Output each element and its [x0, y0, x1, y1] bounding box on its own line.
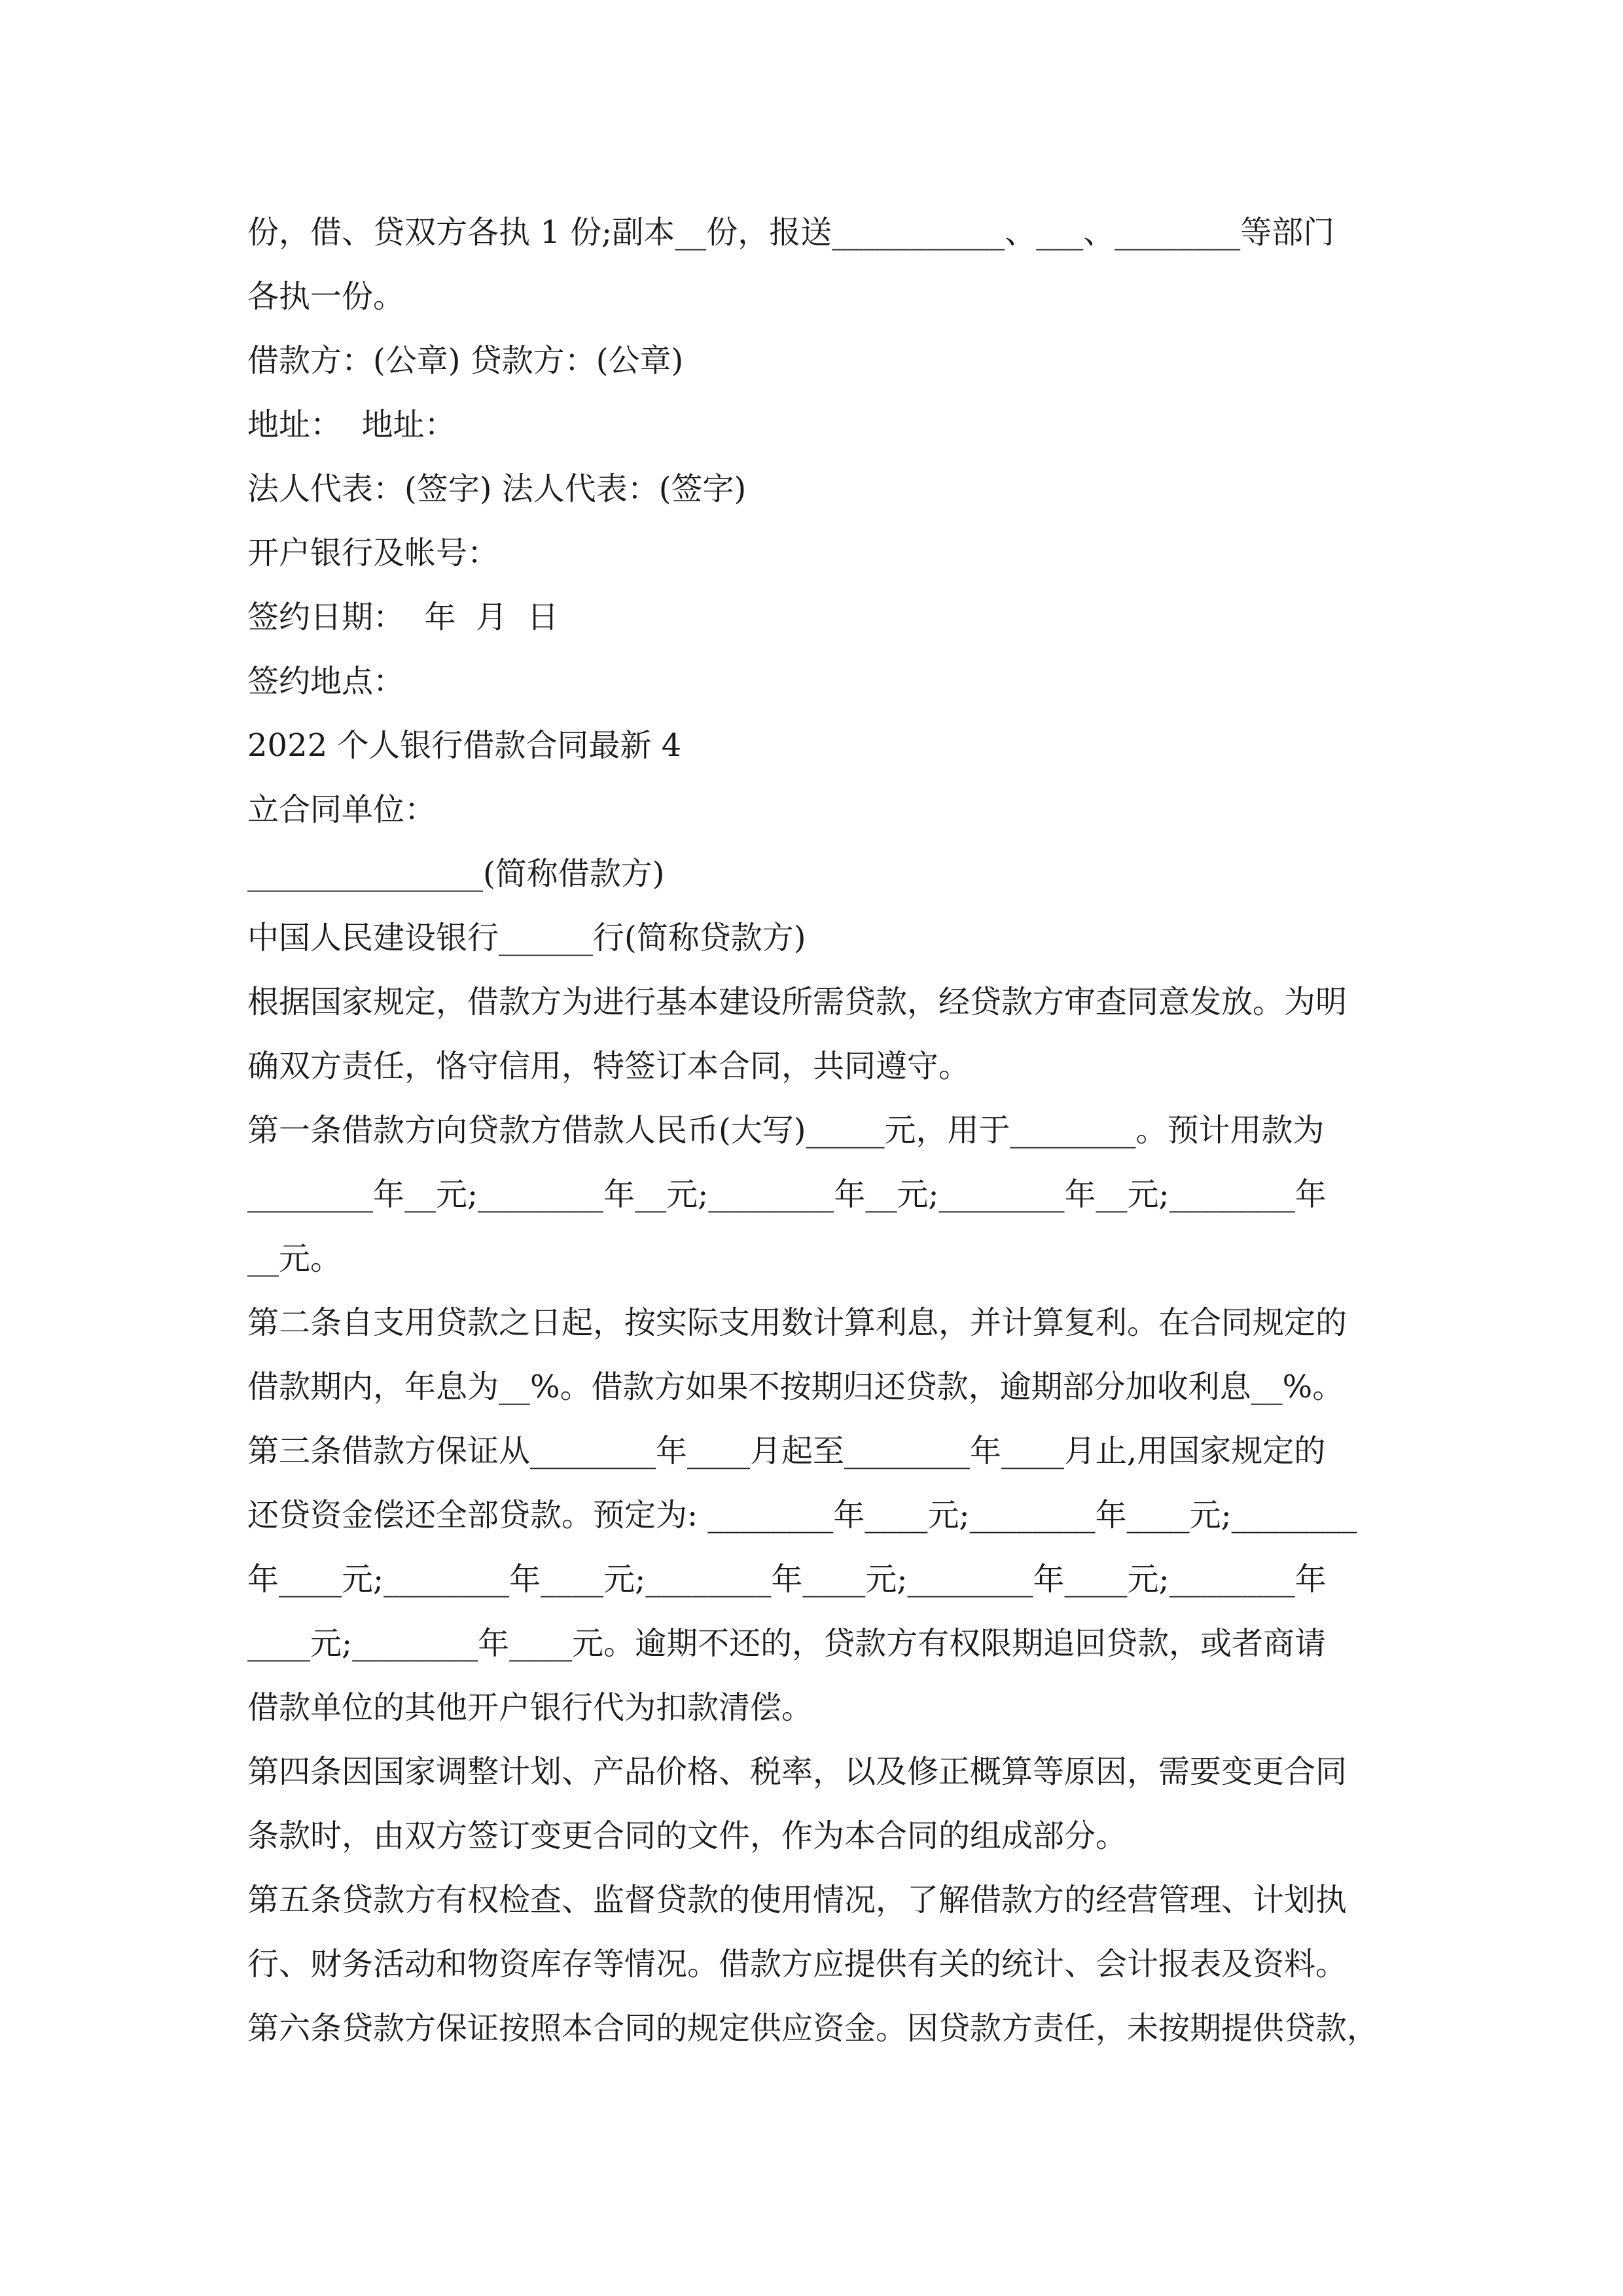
text-line: 法人代表：(签字) 法人代表：(签字) [247, 471, 747, 507]
text-line: 借款方：(公章) 贷款方：(公章) [247, 342, 684, 379]
text-line: 条款时，由双方签订变更合同的文件，作为本合同的组成部分。 [247, 1818, 1128, 1854]
text-line: 开户银行及帐号： [247, 535, 499, 571]
text-line: __元。 [247, 1240, 342, 1277]
text-line: 借款单位的其他开户银行代为扣款清偿。 [247, 1689, 813, 1726]
text-line: 第一条借款方向贷款方借款人民币(大写)_____元，用于________。预计用款为 [247, 1112, 1325, 1149]
text-line: 第五条贷款方有权检查、监督贷款的使用情况，了解借款方的经营管理、计划执 [247, 1882, 1347, 1918]
text-line: 第六条贷款方保证按照本合同的规定供应资金。因贷款方责任，未按期提供贷款， [247, 2010, 1379, 2047]
text-line: 行、财务活动和物资库存等情况。借款方应提供有关的统计、会计报表及资料。 [247, 1946, 1347, 1982]
text-line: 第三条借款方保证从________年____月起至________年____月止,用国家规定的 [247, 1433, 1326, 1469]
text-line: _______________(简称借款方) [247, 855, 665, 892]
text-line: 还贷资金偿还全部贷款。预定为: ________年____元;________年____元;________ [247, 1497, 1357, 1534]
text-line: 根据国家规定，借款方为进行基本建设所需贷款，经贷款方审查同意发放。为明 [247, 984, 1347, 1020]
text-line: 第四条因国家调整计划、产品价格、税率，以及修正概算等原因，需要变更合同 [247, 1753, 1347, 1790]
text-line: 借款期内，年息为__%。借款方如果不按期归还贷款，逾期部分加收利息__%。 [247, 1369, 1344, 1405]
text-line: 立合同单位： [247, 791, 437, 828]
text-line: 中国人民建设银行______行(简称贷款方) [247, 920, 806, 956]
text-line: 第二条自支用贷款之日起，按实际支用数计算利息，并计算复利。在合同规定的 [247, 1304, 1347, 1341]
section-heading: 2022 个人银行借款合同最新 4 [247, 727, 682, 764]
text-line: 地址： 地址： [247, 406, 456, 443]
text-line: ____元;________年____元。逾期不还的，贷款方有权限期追回贷款，或者商请 [247, 1625, 1327, 1662]
text-line: ________年__元;________年__元;________年__元;________年__元;________年 [247, 1176, 1327, 1213]
text-line: 确双方责任，恪守信用，特签订本合同，共同遵守。 [247, 1048, 971, 1085]
text-line: 签约地点： [247, 663, 405, 700]
text-line: 份，借、贷双方各执 1 份;副本__份，报送___________、___、________等部门 [247, 214, 1335, 251]
text-line: 各执一份。 [247, 278, 405, 315]
text-line: 年____元;________年____元;________年____元;________年____元;________年 [247, 1561, 1327, 1598]
text-line: 签约日期： 年 月 日 [247, 599, 559, 636]
